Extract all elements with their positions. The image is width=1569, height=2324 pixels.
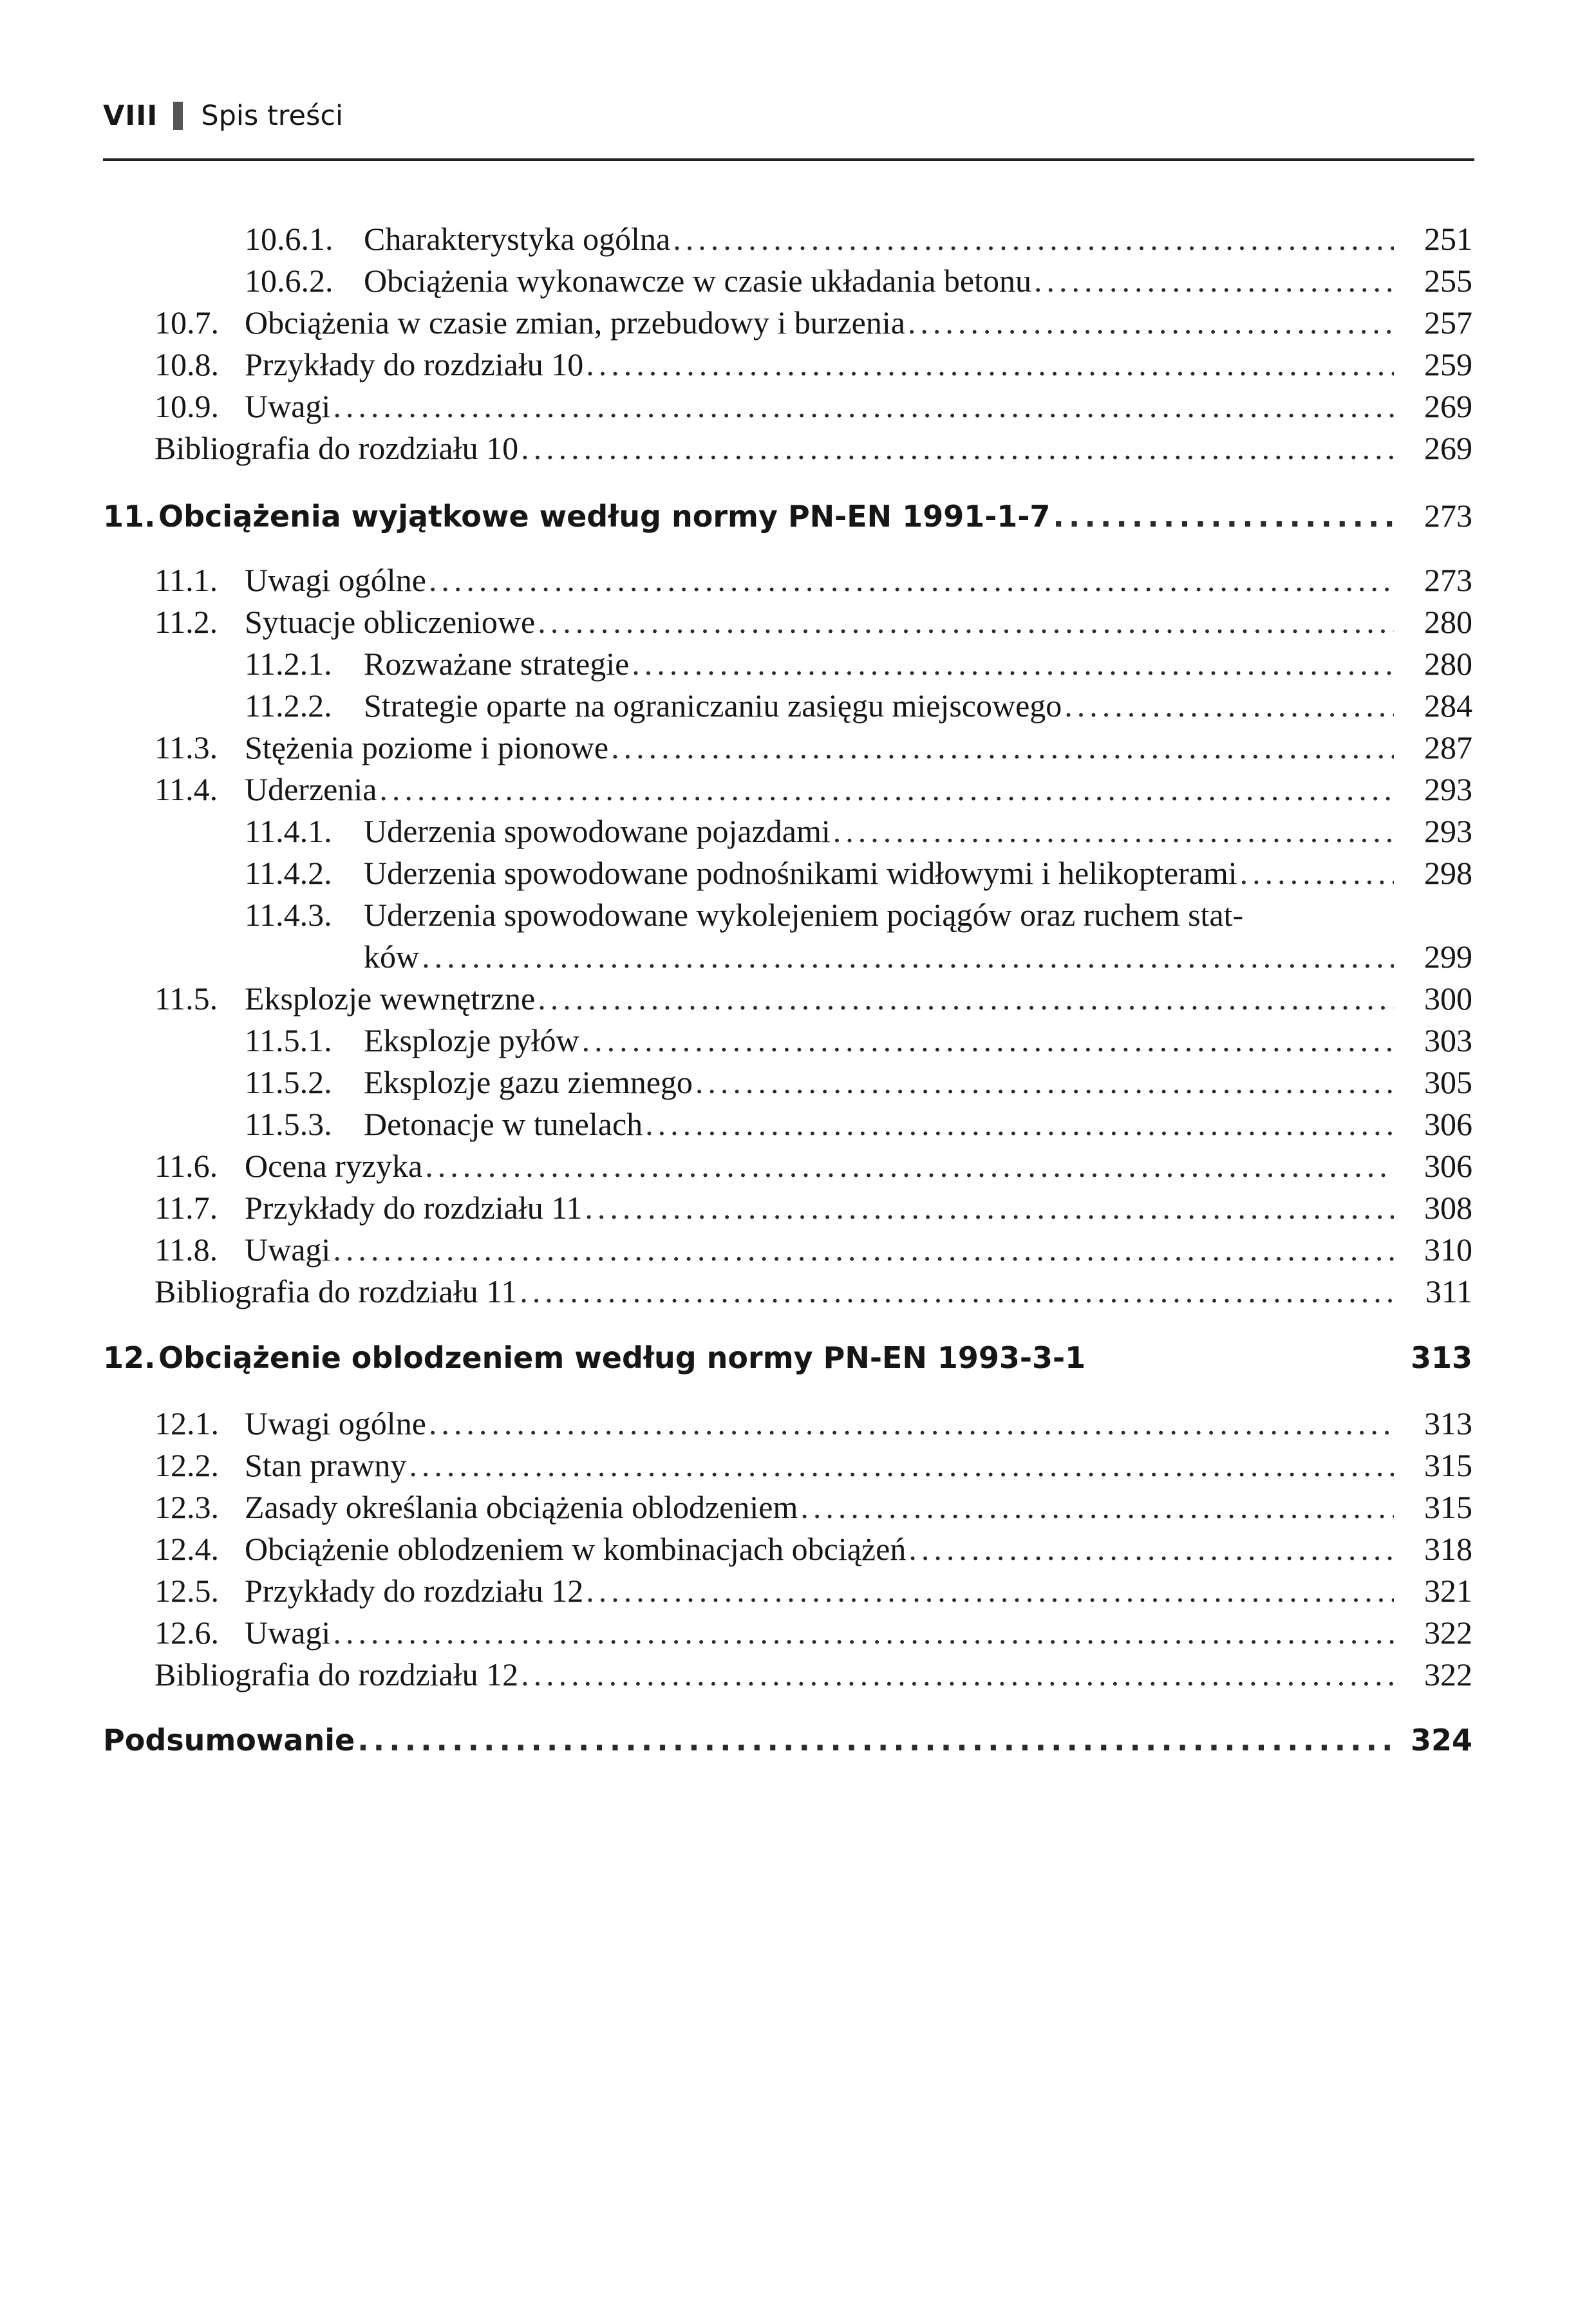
toc-entry-11-8 [155,1230,1472,1270]
toc-entry-bibliography-10 [155,428,1472,468]
toc-title: Przykłady do rozdziału 10 [245,346,584,382]
toc-page: 322 [1424,1615,1472,1651]
toc-entry-bibliography-11 [155,1271,1472,1311]
toc-page: 315 [1424,1489,1472,1525]
toc-entry-11-5-2 [245,1062,1472,1102]
toc-leader-dots [695,1062,1394,1102]
toc-title: Eksplozje gazu ziemnego [364,1064,693,1100]
toc-number: 11.5. [155,980,218,1017]
toc-page: 269 [1424,388,1472,424]
toc-leader-dots [422,937,1394,977]
toc-leader-dots [645,1104,1394,1144]
toc-leader-dots [833,811,1394,851]
toc-title: Uwagi [245,1615,331,1651]
toc-leader-dots [379,769,1394,809]
toc-title: Stan prawny [245,1447,407,1483]
toc-page: 259 [1424,346,1472,382]
toc-entry-10-9 [155,386,1472,426]
toc-entry-10-6-2 [245,261,1472,301]
toc-number: 12.1. [155,1405,219,1441]
toc-leader-dots [409,1445,1394,1485]
toc-number: 12.4. [155,1531,219,1567]
toc-title: Uderzenia spowodowane pojazdami [364,813,831,849]
toc-title: Ocena ryzyka [245,1148,423,1184]
toc-page: 305 [1424,1064,1472,1100]
toc-number: 11.1. [155,562,218,598]
toc-title: Eksplozje pyłów [364,1022,579,1058]
toc-entry-bibliography-12 [155,1654,1472,1694]
toc-entry-11-3 [155,727,1472,767]
toc-leader-dots [908,303,1394,342]
toc-title: Uderzenia spowodowane podnośnikami widłowymi i helikopterami [364,855,1237,891]
toc-number: 11.5.1. [245,1022,332,1058]
toc-page: 321 [1424,1573,1472,1609]
toc-page: 318 [1424,1531,1472,1567]
toc-leader-dots [632,644,1394,684]
toc-number: 12.5. [155,1573,219,1609]
toc-title: Uderzenia [245,771,377,807]
toc-title: Uwagi ogólne [245,1405,426,1441]
toc-entry-12-3 [155,1487,1472,1527]
page-number-roman: VIII [103,100,158,132]
toc-page: 322 [1424,1656,1472,1692]
toc-page: 284 [1424,688,1472,724]
toc-leader-dots [800,1487,1394,1527]
toc-entry-summary [103,1720,1472,1760]
toc-leader-dots [1034,261,1394,301]
toc-title: Obciążenia w czasie zmian, przebudowy i burzenia [245,305,905,341]
toc-title: Bibliografia do rozdziału 11 [155,1273,518,1309]
toc-entry-11-2-2 [245,686,1472,726]
toc-entry-11-4-2 [245,853,1472,893]
toc-title: Uwagi [245,1232,331,1268]
toc-title: Uwagi ogólne [245,562,426,598]
toc-page: 299 [1424,939,1472,975]
toc-leader-dots [1064,686,1394,726]
toc-leader-dots [908,1529,1394,1569]
toc-title: Obciążenie oblodzeniem według normy PN-EN 1993-3-1 [158,1340,1086,1375]
toc-entry-10-6-1 [245,219,1472,259]
toc-number: 11.2.1. [245,646,332,682]
toc-entry-11-2-1 [245,644,1472,684]
toc-entry-11-1 [155,560,1472,600]
toc-page: 311 [1425,1273,1472,1309]
toc-number: 12.3. [155,1489,219,1525]
toc-page: 257 [1424,305,1472,341]
toc-entry-12-2 [155,1445,1472,1485]
toc-title: Uderzenia spowodowane wykolejeniem pociągów oraz ruchem stat- [364,897,1244,933]
toc-leader-dots [520,1271,1394,1311]
toc-entry-11-4-3-continuation [364,937,1472,977]
toc-number: 11.2. [155,604,218,640]
toc-number: 10.7. [155,305,219,341]
toc-leader-dots [425,1146,1394,1186]
toc-page: 313 [1424,1405,1472,1441]
toc-number: 12.2. [155,1447,219,1483]
toc-page: 313 [1410,1340,1472,1375]
toc-page: 293 [1424,813,1472,849]
toc-entry-12-5 [155,1571,1472,1611]
toc-number: 11.4.1. [245,813,332,849]
toc-leader-dots [582,1020,1394,1060]
toc-number: 11.4.3. [245,897,332,933]
toc-number: 11.6. [155,1148,218,1184]
toc-title: Strategie oparte na ograniczaniu zasięgu miejscowego [364,688,1062,724]
toc-number: 11.3. [155,729,218,765]
toc-page: 324 [1410,1723,1472,1757]
toc-title: Eksplozje wewnętrzne [245,980,536,1017]
toc-leader-dots [521,1654,1394,1694]
toc-leader-dots [586,1571,1394,1611]
toc-page: 306 [1424,1148,1472,1184]
toc-number: 11.5.2. [245,1064,332,1100]
toc-number: 11.4.2. [245,855,332,891]
toc-page: 273 [1424,562,1472,598]
toc-page: 287 [1424,729,1472,765]
toc-title: Stężenia poziome i pionowe [245,729,609,765]
toc-leader-dots [538,602,1394,642]
toc-leader-dots [586,344,1394,384]
toc-entry-11-5-3 [245,1104,1472,1144]
toc-page: 300 [1424,980,1472,1017]
toc-page: 251 [1424,221,1472,257]
toc-page: 303 [1424,1022,1472,1058]
toc-page: 306 [1424,1106,1472,1142]
toc-number: 10.9. [155,388,219,424]
toc-chapter-12 [103,1338,1472,1378]
toc-leader-dots [538,979,1394,1018]
toc-title: Obciążenia wyjątkowe według normy PN-EN 1991-1-7 [158,499,1051,534]
toc-entry-11-7 [155,1188,1472,1228]
toc-page: 280 [1424,604,1472,640]
toc-entry-11-4 [155,769,1472,809]
toc-number: 11.5.3. [245,1106,332,1142]
toc-leader-dots [521,428,1394,468]
toc-leader-dots [611,727,1394,767]
toc-title-continuation: ków [364,939,420,975]
toc-title: Detonacje w tunelach [364,1106,643,1142]
toc-number: 10.6.2. [245,263,334,299]
toc-number: 11.8. [155,1232,218,1268]
toc-number: 12.6. [155,1615,219,1651]
toc-number: 11.4. [155,771,218,807]
toc-title: Charakterystyka ogólna [364,221,671,257]
toc-page: 315 [1424,1447,1472,1483]
toc-title: Bibliografia do rozdziału 12 [155,1656,519,1692]
toc-number: 10.6.1. [245,221,334,257]
toc-leader-dots [333,386,1394,426]
toc-leader-dots [333,1613,1394,1653]
toc-leader-dots [333,1230,1394,1270]
toc-entry-10-7 [155,303,1472,342]
toc-title: Rozważane strategie [364,646,630,682]
toc-page: 310 [1424,1232,1472,1268]
toc-entry-10-8 [155,344,1472,384]
toc-leader-dots [429,560,1394,600]
toc-number: 10.8. [155,346,219,382]
toc-entry-11-4-3 [245,895,1472,935]
toc-leader-dots [1240,853,1394,893]
toc-title: Przykłady do rozdziału 12 [245,1573,584,1609]
section-title: Spis treści [201,100,343,132]
toc-entry-11-6 [155,1146,1472,1186]
toc-page: 269 [1424,430,1472,466]
toc-page: 255 [1424,263,1472,299]
toc-leader-dots [1053,496,1394,536]
toc-title: Podsumowanie [103,1723,355,1757]
toc-title: Uwagi [245,388,331,424]
toc-leader-dots [585,1188,1394,1228]
toc-page: 293 [1424,771,1472,807]
toc-entry-11-5-1 [245,1020,1472,1060]
toc-entry-11-5 [155,979,1472,1018]
toc-title: Przykłady do rozdziału 11 [245,1190,583,1226]
toc-page: 280 [1424,646,1472,682]
toc-entry-12-4 [155,1529,1472,1569]
toc-page: 308 [1424,1190,1472,1226]
toc-entry-12-1 [155,1403,1472,1443]
toc-title: Sytuacje obliczeniowe [245,604,536,640]
toc-entry-11-4-1 [245,811,1472,851]
toc-number: 12. [103,1340,156,1375]
toc-entry-12-6 [155,1613,1472,1653]
toc-leader-dots [429,1403,1394,1443]
toc-number: 11.2.2. [245,688,332,724]
toc-number: 11.7. [155,1190,218,1226]
toc-entry-11-2 [155,602,1472,642]
toc-page: 298 [1424,855,1472,891]
toc-number: 11. [103,499,156,534]
toc-leader-dots [357,1720,1394,1760]
toc-title: Obciążenia wykonawcze w czasie układania betonu [364,263,1032,299]
toc-title: Obciążenie oblodzeniem w kombinacjach obciążeń [245,1531,907,1567]
toc-chapter-11 [103,496,1472,536]
toc-page: 273 [1424,498,1472,534]
toc-title: Zasady określania obciążenia oblodzeniem [245,1489,798,1525]
toc-title: Bibliografia do rozdziału 10 [155,430,519,466]
toc-leader-dots [673,219,1394,259]
